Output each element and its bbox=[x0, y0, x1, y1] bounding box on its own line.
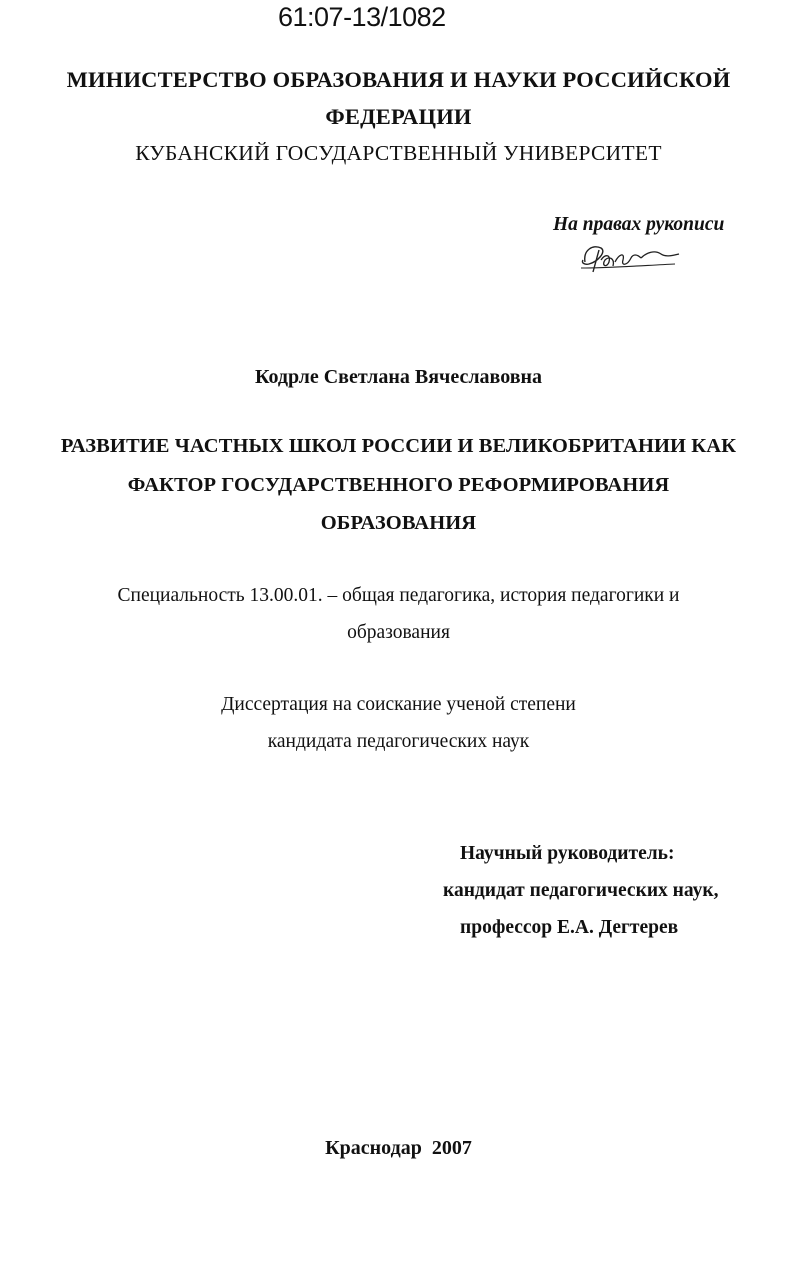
dissertation-line-1: Диссертация на соискание ученой степени bbox=[221, 694, 576, 715]
manuscript-rights-note: На правах рукописи bbox=[553, 214, 725, 235]
supervisor-degree: кандидат педагогических наук, bbox=[443, 880, 719, 901]
ministry-line-1: МИНИСТЕРСТВО ОБРАЗОВАНИЯ И НАУКИ РОССИЙСКОЙ bbox=[66, 67, 731, 92]
supervisor-label: Научный руководитель: bbox=[460, 843, 675, 864]
specialty-line-2: образования bbox=[347, 622, 450, 643]
university-name: КУБАНСКИЙ ГОСУДАРСТВЕННЫЙ УНИВЕРСИТЕТ bbox=[135, 141, 662, 165]
author-name: Кодрле Светлана Вячеславовна bbox=[254, 366, 543, 388]
city-year: Краснодар 2007 bbox=[325, 1137, 472, 1159]
specialty-line-1: Специальность 13.00.01. – общая педагогика, история педагогики и bbox=[117, 585, 680, 606]
dissertation-line-2: кандидата педагогических наук bbox=[267, 731, 530, 752]
ministry-line-2: ФЕДЕРАЦИИ bbox=[325, 104, 472, 129]
handwritten-signature bbox=[575, 232, 685, 282]
title-line-1: РАЗВИТИЕ ЧАСТНЫХ ШКОЛ РОССИИ И ВЕЛИКОБРИТАНИИ КАК bbox=[60, 435, 737, 457]
title-line-2: ФАКТОР ГОСУДАРСТВЕННОГО РЕФОРМИРОВАНИЯ bbox=[127, 474, 670, 496]
title-line-3: ОБРАЗОВАНИЯ bbox=[320, 512, 477, 534]
supervisor-name: профессор Е.А. Дегтерев bbox=[460, 917, 679, 938]
catalog-number: 61:07-13/1082 bbox=[278, 2, 446, 32]
